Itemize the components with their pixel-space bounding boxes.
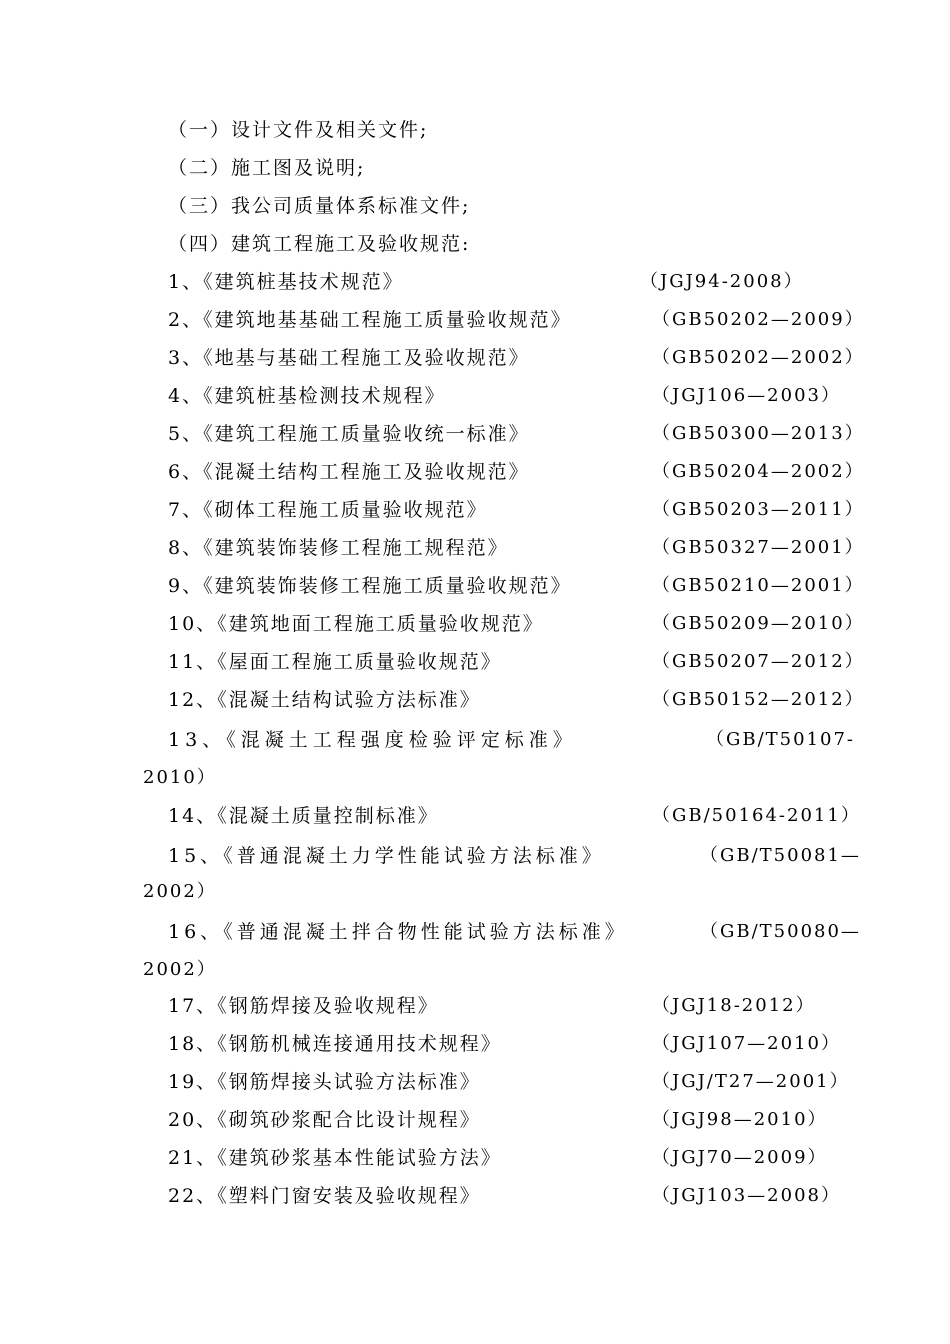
standard-code: （JGJ/T27—2001） xyxy=(652,1071,850,1092)
item-number: 1、 xyxy=(168,271,204,293)
standard-code: （JGJ106—2003） xyxy=(652,385,841,406)
standard-code: （GB/T50080— xyxy=(700,921,861,942)
item-number: 14、 xyxy=(168,805,218,827)
standard-name: 《建筑桩基技术规范》 xyxy=(203,271,404,293)
standard-code: （GB50209—2010） xyxy=(652,613,865,634)
standard-name: 《混凝土结构试验方法标准》 xyxy=(217,689,481,711)
item-number: 17、 xyxy=(168,995,218,1017)
standard-code: （GB50210—2001） xyxy=(652,575,865,596)
standard-name: 《混凝土工程强度检验评定标准》 xyxy=(226,729,577,751)
standard-code: （JGJ98—2010） xyxy=(652,1109,828,1130)
standard-name: 《屋面工程施工质量验收规范》 xyxy=(217,651,502,673)
list-item xyxy=(168,920,628,944)
item-number: 6、 xyxy=(168,461,204,483)
item-number: 9、 xyxy=(168,575,204,597)
standard-name: 《砌体工程施工质量验收规范》 xyxy=(203,499,488,521)
standard-code: （GB/T50107- xyxy=(706,729,856,750)
list-item xyxy=(168,536,509,560)
list-item xyxy=(168,728,577,752)
section-heading: （二）施工图及说明; xyxy=(168,157,366,179)
item-number: 2、 xyxy=(168,309,204,331)
list-item xyxy=(168,422,530,446)
section-heading: （三）我公司质量体系标准文件; xyxy=(168,195,471,217)
list-item xyxy=(168,1032,502,1056)
standard-name: 《地基与基础工程施工及验收规范》 xyxy=(203,347,530,369)
list-item xyxy=(168,498,488,522)
list-item xyxy=(168,460,530,484)
standard-name: 《建筑桩基检测技术规程》 xyxy=(203,385,446,407)
standard-name: 《钢筋焊接及验收规程》 xyxy=(217,995,439,1017)
item-number: 12、 xyxy=(168,689,218,711)
item-number: 21、 xyxy=(168,1147,218,1169)
item-number: 3、 xyxy=(168,347,204,369)
standard-name: 《钢筋机械连接通用技术规程》 xyxy=(217,1033,502,1055)
item-number: 7、 xyxy=(168,499,204,521)
standard-code: （GB50300—2013） xyxy=(652,423,865,444)
item-number: 5、 xyxy=(168,423,204,445)
section-heading: （四）建筑工程施工及验收规范: xyxy=(168,233,471,255)
list-item xyxy=(168,1146,502,1170)
item-number: 8、 xyxy=(168,537,204,559)
standard-code: （JGJ18-2012） xyxy=(652,995,816,1016)
list-item xyxy=(168,1184,481,1208)
standard-code: （GB50204—2002） xyxy=(652,461,865,482)
standard-code: （GB50327—2001） xyxy=(652,537,865,558)
standard-name: 《砌筑砂浆配合比设计规程》 xyxy=(217,1109,481,1131)
standard-code: （GB50152—2012） xyxy=(652,689,865,710)
list-item xyxy=(168,308,572,332)
list-item xyxy=(168,384,446,408)
standard-code-continuation: 2002） xyxy=(143,881,217,902)
standard-name: 《钢筋焊接头试验方法标准》 xyxy=(217,1071,481,1093)
standard-name: 《建筑地面工程施工质量验收规范》 xyxy=(217,613,544,635)
standard-name: 《建筑装饰装修工程施工质量验收规范》 xyxy=(203,575,572,597)
standard-code-continuation: 2002） xyxy=(143,959,217,980)
standard-code: （JGJ70—2009） xyxy=(652,1147,828,1168)
item-number: 10、 xyxy=(168,613,218,635)
item-number: 22、 xyxy=(168,1185,218,1207)
standard-name: 《混凝土质量控制标准》 xyxy=(217,805,439,827)
item-number: 18、 xyxy=(168,1033,218,1055)
list-item xyxy=(168,574,572,598)
standard-code: （JGJ94-2008） xyxy=(640,271,804,292)
item-number: 19、 xyxy=(168,1071,218,1093)
section-heading: （一）设计文件及相关文件; xyxy=(168,119,429,141)
standard-name: 《建筑地基基础工程施工质量验收规范》 xyxy=(203,309,572,331)
list-item xyxy=(168,270,404,294)
standard-code: （GB/T50081— xyxy=(700,845,861,866)
standard-code: （GB50202—2009） xyxy=(652,309,865,330)
list-item xyxy=(168,1108,481,1132)
list-item xyxy=(168,650,502,674)
standard-code: （JGJ107—2010） xyxy=(652,1033,841,1054)
list-item xyxy=(168,612,544,636)
item-number: 15、 xyxy=(168,845,224,867)
standard-name: 《建筑装饰装修工程施工规程范》 xyxy=(203,537,509,559)
item-number: 13、 xyxy=(168,729,227,751)
list-item xyxy=(168,994,439,1018)
list-item xyxy=(168,804,439,828)
item-number: 20、 xyxy=(168,1109,218,1131)
standard-code-continuation: 2010） xyxy=(143,767,217,788)
item-number: 11、 xyxy=(168,651,218,673)
standard-name: 《普通混凝土拌合物性能试验方法标准》 xyxy=(223,921,628,943)
list-item xyxy=(168,346,530,370)
standard-name: 《混凝土结构工程施工及验收规范》 xyxy=(203,461,530,483)
standard-code: （JGJ103—2008） xyxy=(652,1185,841,1206)
item-number: 4、 xyxy=(168,385,204,407)
standard-name: 《塑料门窗安装及验收规程》 xyxy=(217,1185,481,1207)
standard-name: 《普通混凝土力学性能试验方法标准》 xyxy=(223,845,605,867)
standard-name: 《建筑工程施工质量验收统一标准》 xyxy=(203,423,530,445)
standard-name: 《建筑砂浆基本性能试验方法》 xyxy=(217,1147,502,1169)
list-item xyxy=(168,1070,481,1094)
list-item xyxy=(168,844,605,868)
standard-code: （GB50203—2011） xyxy=(652,499,865,520)
standard-code: （GB50207—2012） xyxy=(652,651,865,672)
standard-code: （GB/50164-2011） xyxy=(652,805,861,826)
standard-code: （GB50202—2002） xyxy=(652,347,865,368)
item-number: 16、 xyxy=(168,921,224,943)
list-item xyxy=(168,688,481,712)
